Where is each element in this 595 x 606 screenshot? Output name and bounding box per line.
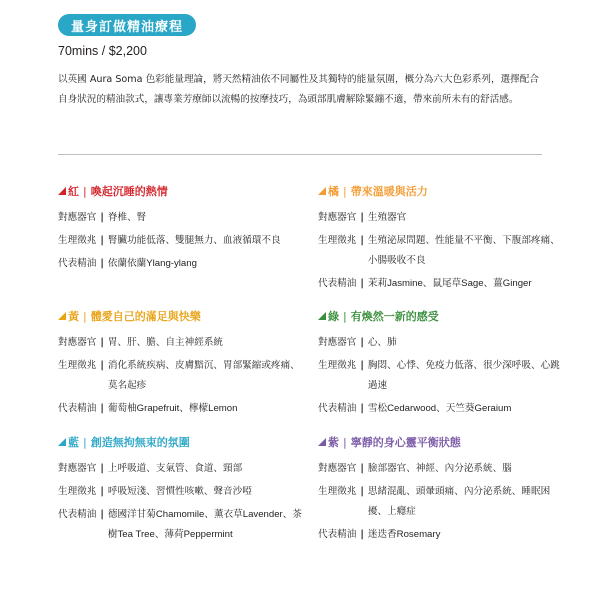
row-separator: | — [100, 509, 104, 520]
oil-label: 代表精油 — [318, 529, 357, 540]
row-separator: | — [360, 486, 364, 497]
color-name: 綠 — [328, 310, 339, 323]
price: 70mins / $2,200 — [58, 44, 147, 58]
row-separator: | — [360, 529, 364, 540]
oil-value: 依蘭依蘭Ylang-ylang — [107, 258, 197, 269]
color-name: 黃 — [68, 310, 79, 323]
organ-label: 對應器官 — [318, 337, 357, 348]
tagline: 寧靜的身心靈平衡狀態 — [350, 436, 461, 449]
oil-label: 代表精油 — [58, 403, 97, 414]
row-separator: | — [100, 235, 104, 246]
symptom-row — [58, 231, 308, 251]
section-heading — [58, 308, 308, 324]
section-heading — [58, 183, 308, 199]
organ-row — [58, 333, 308, 353]
oil-value: 雪松Cedarwood、天竺葵Geraium — [367, 403, 512, 414]
row-separator: | — [360, 235, 364, 246]
heading-separator: | — [83, 435, 87, 449]
symptom-label: 生理徵兆 — [318, 360, 357, 371]
heading-separator: | — [343, 435, 347, 449]
section-heading — [58, 434, 308, 450]
symptom-label: 生理徵兆 — [318, 235, 357, 246]
heading-separator: | — [343, 309, 347, 323]
section-heading — [318, 308, 568, 324]
triangle-icon — [318, 312, 326, 320]
color-name: 橘 — [328, 185, 339, 198]
heading-separator: | — [83, 309, 87, 323]
organ-value: 臉部器官、神經、內分泌系統、腦 — [367, 463, 512, 474]
oil-row — [318, 399, 568, 419]
section-purple — [318, 434, 568, 548]
section-green — [318, 308, 568, 422]
row-separator: | — [360, 278, 364, 289]
organ-value: 胃、肝、膽、自主神經系統 — [107, 337, 224, 348]
symptom-value: 呼吸短淺、習慣性咳嗽、聲音沙啞 — [107, 486, 252, 497]
triangle-icon — [318, 438, 326, 446]
organ-value: 心、肺 — [367, 337, 397, 348]
organ-value: 生殖器官 — [367, 212, 407, 223]
row-separator: | — [360, 337, 364, 348]
triangle-icon — [58, 187, 66, 195]
row-separator: | — [100, 212, 104, 223]
oil-row — [318, 525, 568, 545]
row-separator: | — [100, 403, 104, 414]
oil-label: 代表精油 — [318, 278, 357, 289]
section-yellow — [58, 308, 308, 422]
color-name: 紫 — [328, 436, 339, 449]
tagline: 體愛自己的滿足與快樂 — [90, 310, 201, 323]
symptom-value: 腎臟功能低落、雙腿無力、血液循環不良 — [107, 235, 281, 246]
symptom-row — [58, 356, 308, 396]
organ-row — [58, 208, 308, 228]
oil-value: 迷迭香Rosemary — [367, 529, 441, 540]
tagline: 創造無拘無束的氛圍 — [90, 436, 190, 449]
symptom-row — [318, 231, 568, 271]
triangle-icon — [58, 312, 66, 320]
row-separator: | — [360, 212, 364, 223]
section-heading — [318, 183, 568, 199]
row-separator: | — [100, 337, 104, 348]
oil-value: 德國洋甘菊Chamomile、薰衣草Lavender、茶樹Tea Tree、薄荷Peppermint — [107, 509, 302, 540]
tagline: 有煥然一新的感受 — [350, 310, 439, 323]
intro-text: 以英國 Aura Soma 色彩能量理論，將天然精油依不同屬性及其獨特的能量氛圍，概分為六大色彩系列，選擇配合自身狀況的精油款式，讓專業芳療師以流暢的按摩技巧，為頭部肌膚解除緊繃不適，帶來前所未有的舒活感。 — [58, 74, 539, 105]
symptom-value: 生殖泌尿問題、性能量不平衡、下腹部疼痛、小腸吸收不良 — [367, 235, 560, 266]
symptom-value: 消化系統疾病、皮膚黯沉、胃部緊縮或疼痛、莫名起疹 — [107, 360, 300, 391]
section-heading — [318, 434, 568, 450]
symptom-row — [58, 482, 308, 502]
oil-row — [58, 505, 308, 545]
organ-label: 對應器官 — [318, 212, 357, 223]
symptom-label: 生理徵兆 — [58, 235, 97, 246]
row-separator: | — [360, 403, 364, 414]
organ-row — [318, 333, 568, 353]
section-orange — [318, 183, 568, 297]
row-separator: | — [100, 463, 104, 474]
color-name: 藍 — [68, 436, 79, 449]
organ-label: 對應器官 — [318, 463, 357, 474]
row-separator: | — [100, 486, 104, 497]
section-blue — [58, 434, 308, 548]
symptom-row — [318, 356, 568, 396]
row-separator: | — [100, 360, 104, 371]
oil-label: 代表精油 — [58, 258, 97, 269]
tagline: 帶來溫暖與活力 — [350, 185, 428, 198]
organ-value: 脊椎、腎 — [107, 212, 147, 223]
symptom-label: 生理徵兆 — [58, 360, 97, 371]
oil-label: 代表精油 — [318, 403, 357, 414]
organ-value: 上呼吸道、支氣管、食道、頸部 — [107, 463, 243, 474]
triangle-icon — [318, 187, 326, 195]
symptom-label: 生理徵兆 — [58, 486, 97, 497]
organ-row — [58, 459, 308, 479]
organ-row — [318, 208, 568, 228]
row-separator: | — [100, 258, 104, 269]
oil-row — [58, 254, 308, 274]
organ-label: 對應器官 — [58, 337, 97, 348]
organ-label: 對應器官 — [58, 463, 97, 474]
symptom-row — [318, 482, 568, 522]
oil-value: 葡萄柚Grapefruit、檸檬Lemon — [107, 403, 238, 414]
oil-row — [58, 399, 308, 419]
row-separator: | — [360, 360, 364, 371]
tagline: 喚起沉睡的熱情 — [90, 185, 168, 198]
oil-label: 代表精油 — [58, 509, 97, 520]
heading-separator: | — [343, 184, 347, 198]
oil-row — [318, 274, 568, 294]
heading-separator: | — [83, 184, 87, 198]
triangle-icon — [58, 438, 66, 446]
symptom-value: 胸悶、心悸、免疫力低落、很少深呼吸、心跳過速 — [367, 360, 560, 391]
page-title: 量身訂做精油療程 — [58, 14, 196, 36]
divider — [58, 154, 542, 155]
organ-label: 對應器官 — [58, 212, 97, 223]
symptom-label: 生理徵兆 — [318, 486, 357, 497]
symptom-value: 思緒混亂、頭暈頭痛、內分泌系統、睡眠困擾、上癮症 — [367, 486, 551, 517]
organ-row — [318, 459, 568, 479]
color-name: 紅 — [68, 185, 79, 198]
row-separator: | — [360, 463, 364, 474]
oil-value: 茉莉Jasmine、鼠尾草Sage、薑Ginger — [367, 278, 532, 289]
section-red — [58, 183, 308, 277]
